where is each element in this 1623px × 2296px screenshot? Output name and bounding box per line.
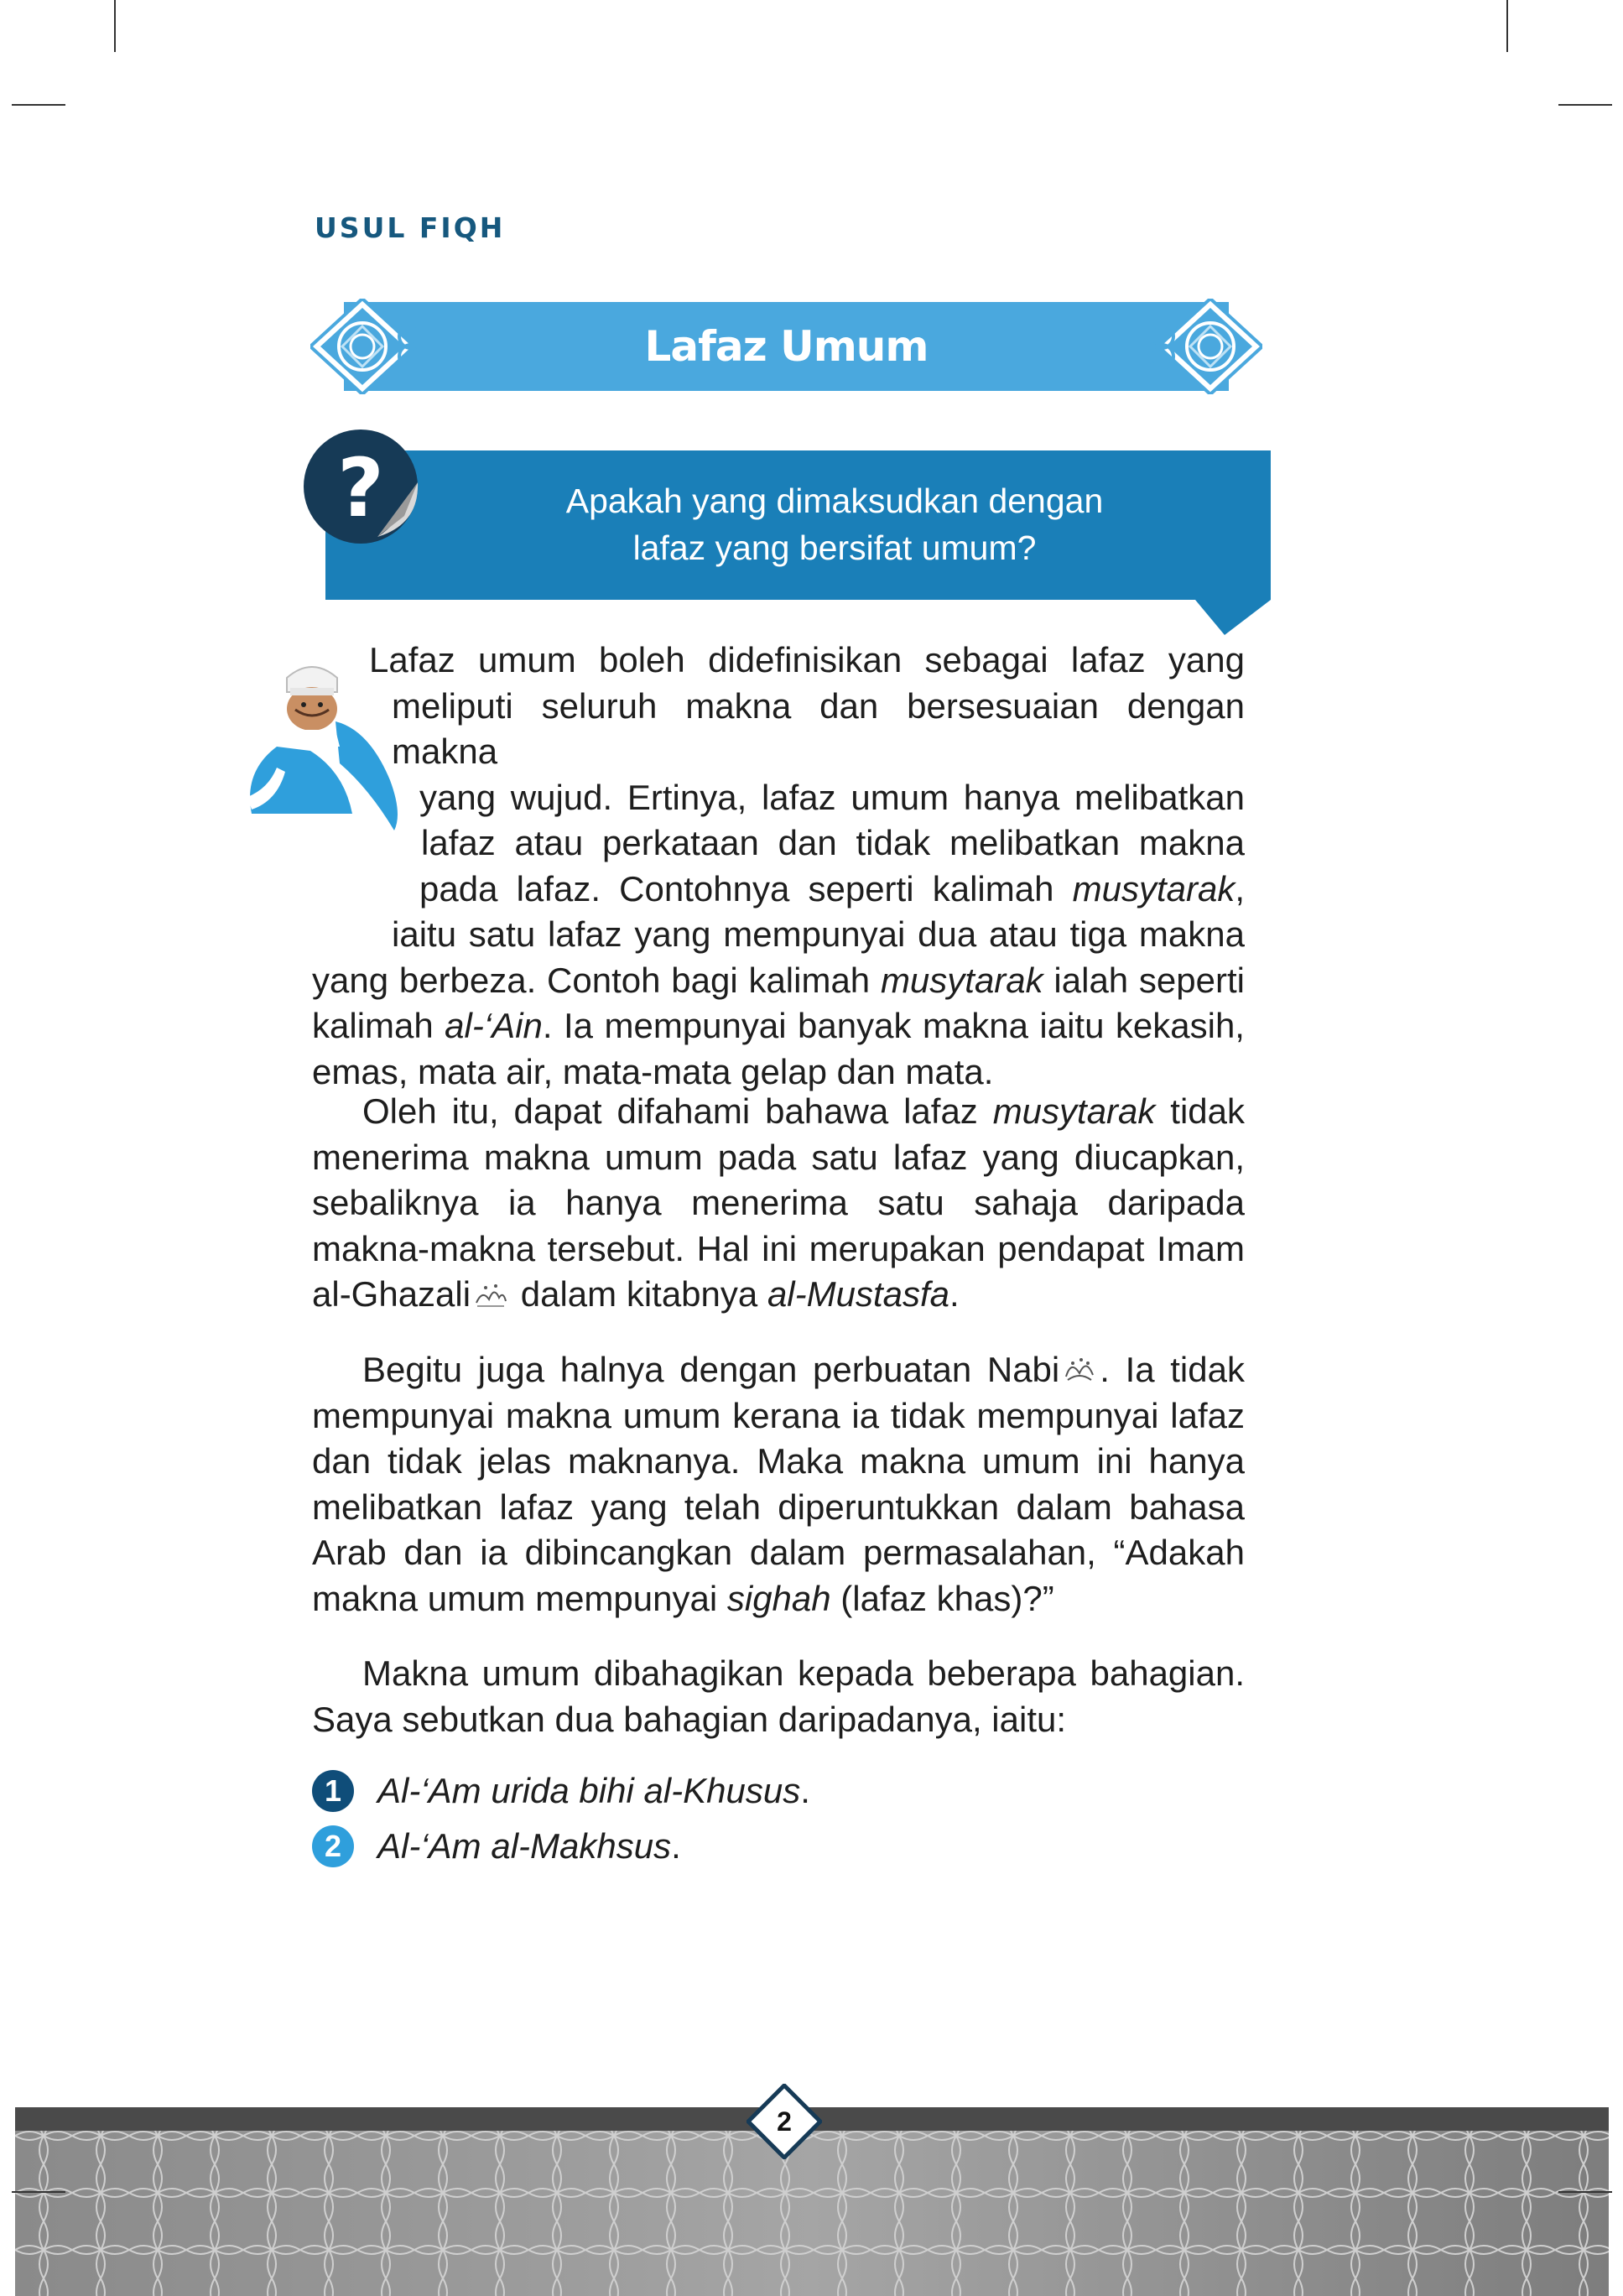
section-title: Lafaz Umum <box>644 322 929 371</box>
italic-term: sighah <box>726 1578 831 1618</box>
text-line: emas, mata air, mata-mata gelap dan mata. <box>312 1051 994 1091</box>
text-line: Arab dan ia dibincangkan dalam permasalahan, “Adakah <box>312 1533 1245 1572</box>
crop-mark <box>12 104 65 106</box>
text-run: Oleh itu, dapat difahami bahawa lafaz <box>362 1091 993 1131</box>
text-line: Lafaz umum boleh didefinisikan sebagai lafaz yang <box>369 640 1245 679</box>
text-line: Makna umum dibahagikan kepada beberapa bahagian. <box>362 1653 1245 1693</box>
text-run: (lafaz khas)?” <box>830 1578 1054 1618</box>
text-run: yang berbeza. Contoh bagi kalimah <box>312 960 881 1000</box>
crop-mark <box>1558 2191 1612 2193</box>
list-number-badge: 1 <box>312 1770 354 1812</box>
text-run: . <box>671 1826 681 1866</box>
text-line: lafaz atau perkataan dan tidak melibatkan makna <box>421 823 1245 862</box>
rahimahullah-calligraphy-icon <box>474 1281 507 1309</box>
italic-term: musytarak <box>880 960 1043 1000</box>
list-item-text <box>377 1771 810 1811</box>
paragraph <box>312 1089 1245 1318</box>
text-line: mempunyai makna umum kerana ia tidak mempunyai lafaz <box>312 1395 1245 1435</box>
text-line <box>312 1347 1245 1393</box>
section-title-banner <box>310 299 1262 394</box>
svg-text:?: ? <box>337 441 384 535</box>
text-line <box>312 1003 1245 1049</box>
question-callout <box>302 424 1271 646</box>
paragraph <box>312 1347 1245 1622</box>
numbered-list <box>312 1763 810 1874</box>
text-line: dan tidak jelas maknanya. Maka makna umum ini hanya <box>312 1441 1245 1481</box>
text-run: Al-‘Am al-Makhsus <box>377 1826 672 1866</box>
text-line <box>312 1576 1245 1622</box>
text-run: ialah seperti <box>1043 960 1245 1000</box>
text-line: yang wujud. Ertinya, lafaz umum hanya melibatkan <box>419 777 1245 817</box>
text-line: makna-makna tersebut. Hal ini merupakan pendapat Imam <box>312 1228 1245 1268</box>
list-item <box>312 1763 810 1819</box>
paragraph <box>312 638 1245 1095</box>
question-line: lafaz yang bersifat umum? <box>632 528 1037 567</box>
text-line: sebaliknya ia hanya menerima satu sahaja daripada <box>312 1183 1245 1222</box>
text-run: . <box>800 1771 810 1810</box>
italic-term: musytarak <box>1072 868 1235 909</box>
list-item-text <box>377 1826 681 1866</box>
text-run: pada lafaz. Contohnya seperti kalimah <box>419 868 1073 909</box>
crop-mark <box>1506 0 1508 52</box>
italic-term: al-Mustasfa <box>767 1274 950 1314</box>
text-run: . Ia tidak <box>1100 1350 1245 1389</box>
text-line: Saya sebutkan dua bahagian daripadanya, iaitu: <box>312 1699 1067 1739</box>
text-run: Al-‘Am urida bihi al-Khusus <box>377 1771 801 1810</box>
text-run: Begitu juga halnya dengan perbuatan Nabi <box>362 1350 1060 1389</box>
text-line <box>312 1272 1245 1318</box>
text-line: melibatkan lafaz yang telah diperuntukkan dalam bahasa <box>312 1486 1245 1527</box>
question-mark-icon <box>304 430 418 544</box>
text-run: tidak <box>1155 1091 1245 1131</box>
crop-mark <box>114 0 116 52</box>
crop-mark <box>12 2191 65 2193</box>
text-line: iaitu satu lafaz yang mempunyai dua atau tiga makna <box>392 914 1245 954</box>
question-text <box>470 477 1199 571</box>
crop-mark <box>1558 104 1612 106</box>
text-run: makna umum mempunyai <box>312 1578 727 1618</box>
text-run: dalam kitabnya <box>511 1274 767 1314</box>
text-run: . Ia mempunyai banyak makna iaitu kekasih, <box>542 1006 1245 1045</box>
paragraph <box>312 1651 1245 1742</box>
page-number: 2 <box>777 2106 792 2137</box>
list-item <box>312 1819 810 1874</box>
text-run: al-Ghazali <box>312 1274 471 1314</box>
italic-term: al-‘Ain <box>445 1006 543 1045</box>
list-number-badge: 2 <box>312 1825 354 1867</box>
text-line <box>312 1089 1245 1135</box>
text-run: , <box>1235 868 1245 909</box>
text-line: meliputi seluruh makna dan bersesuaian dengan makna <box>392 685 1245 771</box>
text-line: menerima makna umum pada satu lafaz yang diucapkan, <box>312 1137 1245 1177</box>
text-run: kalimah <box>312 1006 445 1045</box>
salawat-calligraphy-icon <box>1063 1353 1096 1385</box>
running-head: USUL FIQH <box>315 211 506 244</box>
text-run: . <box>949 1274 960 1314</box>
text-line <box>312 867 1245 913</box>
text-line <box>312 958 1245 1004</box>
question-line: Apakah yang dimaksudkan dengan <box>565 482 1104 520</box>
italic-term: musytarak <box>992 1091 1156 1131</box>
